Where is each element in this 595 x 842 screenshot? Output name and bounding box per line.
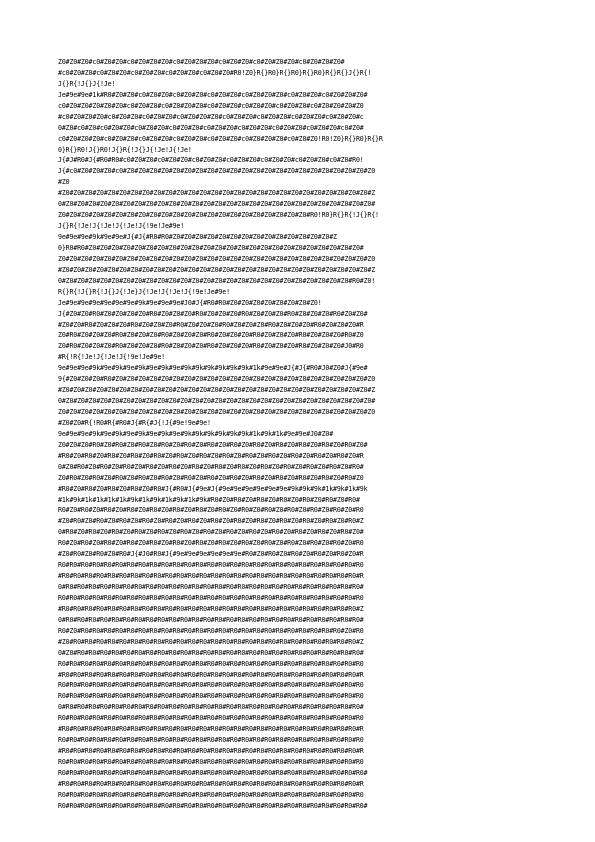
text-line: Je#9e#9e#1k#R0#Z0#Z0#c0#Z0#Z0#c0#Z0#Z0#c0#Z0#Z0#c0#Z0#Z0#Z0#c0#Z0#Z0#c0#Z0#Z0#Z0# <box>58 90 368 99</box>
text-line: #Z0#Z0#Z0#Z0#Z0#Z0#Z0#Z0#Z0#Z0#Z0#Z0#Z0#Z0#Z0#Z0#Z0#Z0#Z0#Z0#Z0#Z0#Z0#Z0#Z0#Z0#Z0#Z <box>58 265 376 274</box>
text-line: J{#J#R0#J{#R0#R0#c0#Z0#Z0#c0#Z0#Z0#c0#Z0#Z0#c0#Z0#Z0#c0#Z0#Z0#c0#Z0#Z0#c0#Z0#R0! <box>58 156 364 165</box>
text-line: Z0#R0#Z0#R0#Z0#R0#Z0#R0#Z0#R0#Z0#R0#Z0#R0#Z0#R0#Z0#R0#Z0#R0#Z0#R0#Z0#R0#Z0#R0#Z0 <box>58 473 364 482</box>
text-line: #Z0#Z0#Z0#Z0#Z0#Z0#Z0#Z0#Z0#Z0#Z0#Z0#Z0#Z0#Z0#Z0#Z0#Z0#Z0#Z0#Z0#Z0#Z0#Z0#Z0#Z0#Z0#Z <box>58 386 376 395</box>
text-line: R0#R0#R0#R0#R0#R0#R0#R0#R0#R0#R0#R0#R0#R0#R0#R0#R0#R0#R0#R0#R0#R0#R0#R0#R0#R0#R0 <box>58 736 364 745</box>
text-line: #R0#R0#R0#R0#R0#R0#R0#R0#R0#R0#R0#R0#R0#R0#R0#R0#R0#R0#R0#R0#R0#R0#R0#R0#R0#R0#R <box>58 725 364 734</box>
text-line: #c0#Z0#Z0#c0#Z0#Z0#c0#Z0#Z0#c0#Z0#Z0#c0#Z0#Z0#R0!Z0}R{}R0}R{}R0}R{}R0}R{}R{}J{}R{! <box>58 68 372 77</box>
text-line: 0#Z0#R0#Z0#R0#Z0#R0#Z0#R0#Z0#R0#Z0#R0#Z0#R0#Z0#R0#Z0#R0#Z0#R0#Z0#R0#Z0#R0#Z0#R0# <box>58 462 364 471</box>
text-line: #Z0#Z0#Z0#Z0#Z0#Z0#Z0#Z0#Z0#Z0#Z0#Z0#Z0#Z0#Z0#Z0#Z0#Z0#Z0#Z0#Z0#Z0#Z0#Z0#Z0#Z0#Z0#Z <box>58 189 376 198</box>
text-line: #R0#R0#R0#R0#R0#R0#R0#R0#R0#R0#R0#R0#R0#R0#R0#R0#R0#R0#R0#R0#R0#R0#R0#R0#R0#R0#R <box>58 572 364 581</box>
text-line: R0#R0#R0#R0#R0#R0#R0#R0#R0#R0#R0#R0#R0#R0#R0#R0#R0#R0#R0#R0#R0#R0#R0#R0#R0#R0#R0 <box>58 659 364 668</box>
text-line: 9e#9e#9e#9k#9e#9k#9e#9k#9e#9k#9e#9k#9k#9k#9k#9k#9k#1k#9e#9e#J{#J{#R0#J0#Z0#J{#9e# <box>58 364 368 373</box>
text-line: Z0#R0#Z0#Z0#Z0#R0#Z0#Z0#Z0#R0#Z0#Z0#Z0#R0#Z0#Z0#Z0#R0#Z0#Z0#Z0#R0#Z0#Z0#Z0#R0#Z0 <box>58 331 364 340</box>
text-line: R0#R0#R0#R0#R0#R0#R0#R0#R0#R0#R0#R0#R0#R0#R0#R0#R0#R0#R0#R0#R0#R0#R0#R0#R0#R0#R0# <box>58 801 368 810</box>
encoded-text-block <box>58 57 540 812</box>
text-line: 0#Z0#Z0#Z0#Z0#Z0#Z0#Z0#Z0#Z0#Z0#Z0#Z0#Z0#Z0#Z0#Z0#Z0#Z0#Z0#Z0#Z0#Z0#Z0#Z0#Z0#Z0#Z0# <box>58 200 376 209</box>
text-line: 0#Z0#Z0#Z0#Z0#Z0#Z0#Z0#Z0#Z0#Z0#Z0#Z0#Z0#Z0#Z0#Z0#Z0#Z0#Z0#Z0#Z0#Z0#Z0#Z0#Z0#Z0#Z0# <box>58 397 376 406</box>
text-line: #R{!R{!Je!J{!Je!J{!9e!Je#9e! <box>58 353 165 362</box>
text-line: 0}R0#R0#Z0#Z0#Z0#Z0#Z0#Z0#Z0#Z0#Z0#Z0#Z0#Z0#Z0#Z0#Z0#Z0#Z0#Z0#Z0#Z0#Z0#Z0#Z0#Z0# <box>58 243 364 252</box>
text-line: R0#R0#R0#R0#R0#R0#R0#R0#R0#R0#R0#R0#R0#R0#R0#R0#R0#R0#R0#R0#R0#R0#R0#R0#R0#R0#R0 <box>58 758 364 766</box>
text-line: R0#R0#R0#R0#R0#R0#R0#R0#R0#R0#R0#R0#R0#R0#R0#R0#R0#R0#R0#R0#R0#R0#R0#R0#R0#R0#R0# <box>58 768 368 777</box>
text-line: R0#R0#R0#R0#R0#R0#R0#R0#R0#R0#R0#R0#R0#R0#R0#R0#R0#R0#R0#R0#R0#R0#R0#R0#R0#R0#R0 <box>58 593 364 602</box>
text-line: 0#Z0#Z0#Z0#Z0#Z0#Z0#Z0#Z0#Z0#Z0#Z0#Z0#Z0#Z0#Z0#Z0#Z0#Z0#Z0#Z0#Z0#Z0#Z0#Z0#Z0#R0#Z0! <box>58 276 376 285</box>
text-line: #Z0#Z0#R{!R0#R{#R0#J{#R{#J{!J{#9e!9e#9e! <box>58 418 211 427</box>
text-line: Z0#Z0#Z0#c0#Z0#Z0#c0#Z0#Z0#Z0#c0#Z0#Z0#Z0#c0#Z0#Z0#c0#Z0#Z0#Z0#c0#Z0#Z0#Z0# <box>58 58 345 66</box>
text-line: J{#Z0#Z0#R0#Z0#Z0#Z0#Z0#R0#Z0#Z0#Z0#R0#Z0#Z0#Z0#R0#Z0#Z0#Z0#R0#Z0#Z0#Z0#R0#Z0#Z0# <box>58 309 368 318</box>
text-line: J{}R{!Je!J{!Je!J{!Je!J{!9e!Je#9e! <box>58 222 185 231</box>
text-line: R0#R0#R0#R0#R0#R0#R0#R0#R0#R0#R0#R0#R0#R0#R0#R0#R0#R0#R0#R0#R0#R0#R0#R0#R0#R0#R0 <box>58 714 364 723</box>
text-line: Z0#R0#Z0#Z0#Z0#R0#Z0#Z0#Z0#R0#Z0#Z0#Z0#R0#Z0#Z0#Z0#R0#Z0#Z0#Z0#R0#Z0#Z0#Z0#J0#R0 <box>58 342 364 351</box>
text-line: #R0#Z0#R0#Z0#R0#Z0#R0#Z0#R0#Z0#R0#Z0#R0#Z0#R0#Z0#R0#Z0#R0#Z0#R0#Z0#R0#Z0#R0#Z0#R <box>58 451 364 460</box>
text-line: 9{#Z0#Z0#Z0#R0#Z0#Z0#Z0#Z0#Z0#Z0#Z0#Z0#Z0#Z0#Z0#Z0#Z0#Z0#Z0#Z0#Z0#Z0#Z0#Z0#Z0#Z0#Z0 <box>58 375 376 384</box>
text-line: R0#R0#R0#R0#R0#R0#R0#R0#R0#R0#R0#R0#R0#R0#R0#R0#R0#R0#R0#R0#R0#R0#R0#R0#R0#R0#R0 <box>58 790 364 799</box>
text-line: 0#R0#R0#R0#R0#R0#R0#R0#R0#R0#R0#R0#R0#R0#R0#R0#R0#R0#R0#R0#R0#R0#R0#R0#R0#R0#R0# <box>58 703 364 712</box>
text-line: #Z0#R0#Z0#R0#Z0#R0#J{#J0#R0#J{#9e#9e#9e#9e#9e#9e#R0#Z0#R0#Z0#R0#Z0#R0#Z0#R0#Z0#R <box>58 550 364 559</box>
text-line: 0#R0#Z0#R0#Z0#R0#Z0#R0#Z0#R0#Z0#R0#Z0#R0#Z0#R0#Z0#R0#Z0#R0#Z0#R0#Z0#R0#Z0#R0#Z0# <box>58 528 364 537</box>
text-line: Z0#Z0#Z0#Z0#Z0#Z0#Z0#Z0#Z0#Z0#Z0#Z0#Z0#Z0#Z0#Z0#Z0#Z0#Z0#Z0#Z0#Z0#Z0#Z0#Z0#Z0#Z0#Z0 <box>58 254 376 263</box>
text-line: 0}R{}R0!J{}R0!J{}R{!J{}J{!Je!J{!Je! <box>58 145 192 154</box>
text-line: R0#R0#R0#R0#R0#R0#R0#R0#R0#R0#R0#R0#R0#R0#R0#R0#R0#R0#R0#R0#R0#R0#R0#R0#R0#R0#R0 <box>58 681 364 690</box>
text-line: R{}R{!J{}R{!J{}J{!Je}J{!Je!J{!Je!J{!9e!Je#9e! <box>58 287 230 296</box>
text-line: c0#Z0#Z0#Z0#Z0#Z0#c0#Z0#Z0#c0#Z0#Z0#Z0#c0#Z0#Z0#c0#Z0#Z0#c0#Z0#Z0#c0#Z0#Z0#Z0#Z0 <box>58 101 364 110</box>
text-line: #R0#R0#R0#R0#R0#R0#R0#R0#R0#R0#R0#R0#R0#R0#R0#R0#R0#R0#R0#R0#R0#R0#R0#R0#R0#R0#Z <box>58 604 364 613</box>
text-line: #1k#9k#1k#1k#1k#1k#9k#1k#9k#1k#9k#1k#9k#R0#Z0#R0#Z0#R0#Z0#R0#Z0#R0#Z0#R0#Z0#R0# <box>58 495 360 504</box>
text-line: 0#Z0#c0#Z0#c0#Z0#Z0#c0#Z0#Z0#c0#Z0#Z0#c0#Z0#Z0#c0#Z0#Z0#c0#Z0#Z0#c0#Z0#Z0#c0#Z0# <box>58 123 364 132</box>
text-line: R0#Z0#R0#Z0#R0#Z0#R0#Z0#R0#Z0#R0#Z0#R0#Z0#R0#Z0#R0#Z0#R0#Z0#R0#Z0#R0#Z0#R0#Z0#R0 <box>58 539 364 548</box>
text-line: R0#Z0#R0#Z0#R0#Z0#R0#Z0#R0#Z0#R0#Z0#R0#Z0#R0#Z0#R0#Z0#R0#Z0#R0#Z0#R0#Z0#R0#Z0#R0 <box>58 506 364 515</box>
text-line: #Z0 <box>58 178 70 187</box>
text-line: #c0#Z0#Z0#Z0#c0#Z0#Z0#c0#Z0#Z0#c0#Z0#Z0#Z0#c0#Z0#Z0#c0#Z0#Z0#c0#Z0#Z0#c0#Z0#Z0#c <box>58 112 364 121</box>
text-line: #Z0#Z0#R0#Z0#Z0#Z0#R0#Z0#Z0#Z0#R0#Z0#Z0#Z0#R0#Z0#Z0#Z0#R0#Z0#Z0#Z0#R0#Z0#Z0#Z0#R <box>58 320 364 329</box>
text-line: R0#R0#R0#R0#R0#R0#R0#R0#R0#R0#R0#R0#R0#R0#R0#R0#R0#R0#R0#R0#R0#R0#R0#R0#R0#R0#R0 <box>58 561 364 570</box>
text-line: 9e#9e#9e#9k#9e#9k#9e#9k#9e#9k#9e#9k#9k#9k#9k#9k#9k#1k#9k#1k#9e#9e#J0#Z0# <box>58 429 334 438</box>
text-line: #Z0#R0#R0#R0#R0#R0#R0#R0#R0#R0#R0#R0#R0#R0#R0#R0#R0#R0#R0#R0#R0#R0#R0#R0#R0#R0#Z <box>58 637 364 646</box>
text-line: J{}R{!J{}J{!Je! <box>58 79 116 88</box>
text-line: 0#R0#R0#R0#R0#R0#R0#R0#R0#R0#R0#R0#R0#R0#R0#R0#R0#R0#R0#R0#R0#R0#R0#R0#R0#R0#R0# <box>58 583 364 591</box>
text-line: 0#R0#R0#R0#R0#R0#R0#R0#R0#R0#R0#R0#R0#R0#R0#R0#R0#R0#R0#R0#R0#R0#R0#R0#R0#R0#R0# <box>58 615 364 624</box>
text-line: 9e#9e#9e#9k#9e#9e#J{#J{#R0#R0#Z0#Z0#Z0#Z0#Z0#Z0#Z0#Z0#Z0#Z0#Z0#Z0#Z0#Z0#Z <box>58 233 337 241</box>
text-line: Z0#Z0#Z0#Z0#Z0#Z0#Z0#Z0#Z0#Z0#Z0#Z0#Z0#Z0#Z0#Z0#Z0#Z0#Z0#Z0#Z0#Z0#Z0#Z0#Z0#Z0#Z0#Z0 <box>58 408 376 416</box>
text-line: R0#Z0#R0#R0#R0#R0#R0#R0#R0#R0#R0#R0#R0#R0#R0#R0#R0#R0#R0#R0#R0#R0#R0#R0#R0#Z0#R0 <box>58 626 364 635</box>
text-line: R0#R0#R0#R0#R0#R0#R0#R0#R0#R0#R0#R0#R0#R0#R0#R0#R0#R0#R0#R0#R0#R0#R0#R0#R0#R0#R0 <box>58 692 364 701</box>
text-line: #Z0#R0#Z0#R0#Z0#R0#Z0#R0#Z0#R0#Z0#R0#Z0#R0#Z0#R0#Z0#R0#Z0#R0#Z0#R0#Z0#R0#Z0#R0#Z <box>58 517 364 526</box>
text-line: #R0#R0#R0#R0#R0#R0#R0#R0#R0#R0#R0#R0#R0#R0#R0#R0#R0#R0#R0#R0#R0#R0#R0#R0#R0#R0#R <box>58 670 364 679</box>
text-line: #R0#R0#R0#R0#R0#R0#R0#R0#R0#R0#R0#R0#R0#R0#R0#R0#R0#R0#R0#R0#R0#R0#R0#R0#R0#R0#R <box>58 779 364 788</box>
text-line: c0#Z0#Z0#Z0#c0#Z0#Z0#c0#Z0#Z0#c0#Z0#Z0#c0#Z0#Z0#c0#Z0#Z0#Z0#c0#Z0#Z0!R0!Z0}R{}R0}R{}R <box>58 134 383 143</box>
text-line: #R0#R0#R0#R0#R0#R0#R0#R0#R0#R0#R0#R0#R0#R0#R0#R0#R0#R0#R0#R0#R0#R0#R0#R0#R0#R0#R <box>58 747 364 756</box>
text-line: #R0#Z0#R0#Z0#R0#Z0#R0#Z0#R0#J{#R0#J{#9e#J{#9e#9e#9e#9e#9e#9e#9k#9k#9k#1k#9k#1k#9k <box>58 484 368 493</box>
text-line: Je#9e#9e#9e#9e#9e#9e#9k#9e#9e#9e#J0#J{#R0#R0#Z0#Z0#Z0#Z0#Z0#Z0#Z0#Z0! <box>58 298 322 307</box>
text-line: J{#c0#Z0#Z0#Z0#c0#Z0#Z0#Z0#Z0#Z0#Z0#Z0#Z0#Z0#Z0#Z0#Z0#Z0#Z0#Z0#Z0#Z0#Z0#Z0#Z0#Z0#Z0 <box>58 167 376 176</box>
text-line: Z0#Z0#Z0#Z0#Z0#Z0#Z0#Z0#Z0#Z0#Z0#Z0#Z0#Z0#Z0#Z0#Z0#Z0#Z0#Z0#Z0#Z0#R0!R0}R{}R{!J{}R{! <box>58 211 379 220</box>
text-line: 0#Z0#R0#R0#R0#R0#R0#R0#R0#R0#R0#R0#R0#R0#R0#R0#R0#R0#R0#R0#R0#R0#R0#R0#R0#R0#R0# <box>58 648 364 657</box>
text-line: Z0#Z0#Z0#R0#Z0#R0#Z0#R0#Z0#R0#Z0#R0#Z0#R0#Z0#R0#Z0#R0#Z0#R0#Z0#R0#Z0#R0#Z0#R0#Z0# <box>58 440 368 449</box>
